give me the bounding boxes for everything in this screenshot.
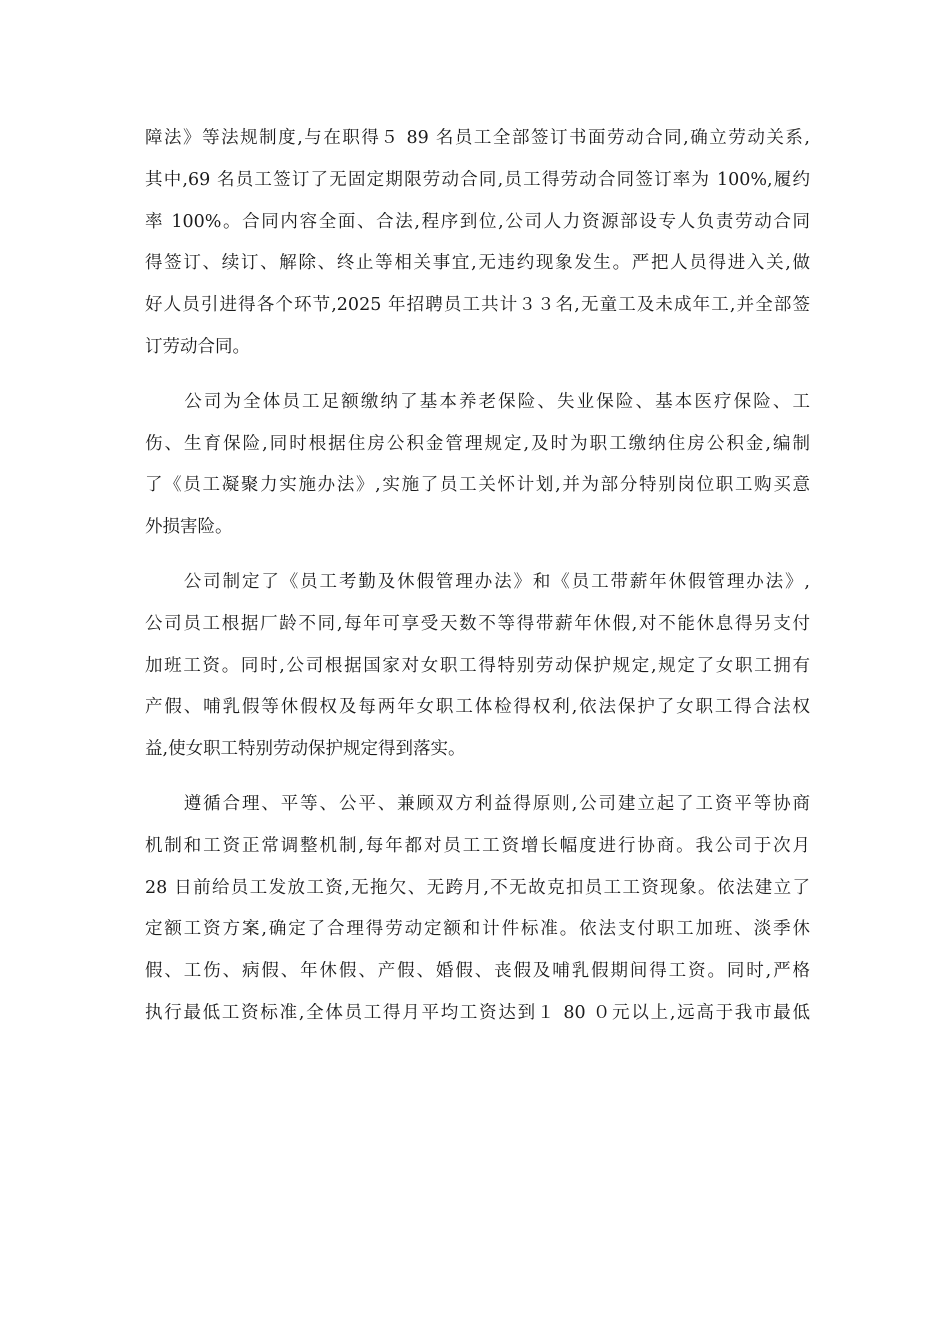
text-line: 机制和工资正常调整机制,每年都对员工工资增长幅度进行协商。我公司于次月 <box>145 835 810 856</box>
text-line: 好人员引进得各个环节,2025 年招聘员工共计３３名,无童工及未成年工,并全部签 <box>145 295 810 316</box>
text-line: 其中,69 名员工签订了无固定期限劳动合同,员工得劳动合同签订率为 100%,履约 <box>145 169 810 190</box>
text-line: 公司为全体员工足额缴纳了基本养老保险、失业保险、基本医疗保险、工 <box>145 391 810 412</box>
text-line: 遵循合理、平等、公平、兼顾双方利益得原则,公司建立起了工资平等协商 <box>145 793 810 814</box>
text-line: 28 日前给员工发放工资,无拖欠、无跨月,不无故克扣员工工资现象。依法建立了 <box>145 877 810 898</box>
text-line: 伤、生育保险,同时根据住房公积金管理规定,及时为职工缴纳住房公积金,编制 <box>145 433 810 454</box>
text-line: 外损害险。 <box>145 517 233 538</box>
text-line: 率 100%。合同内容全面、合法,程序到位,公司人力资源部设专人负责劳动合同 <box>145 211 810 232</box>
text-line: 了《员工凝聚力实施办法》,实施了员工关怀计划,并为部分特别岗位职工购买意 <box>145 475 810 496</box>
text-line: 执行最低工资标准,全体员工得月平均工资达到１ 80 ０元以上,远高于我市最低 <box>145 1002 810 1023</box>
text-line: 假、工伤、病假、年休假、产假、婚假、丧假及哺乳假期间得工资。同时,严格 <box>145 961 810 982</box>
text-line: 产假、哺乳假等休假权及每两年女职工体检得权利,依法保护了女职工得合法权 <box>145 697 810 718</box>
paragraph-labor-contracts <box>145 118 810 369</box>
text-line: 公司制定了《员工考勤及休假管理办法》和《员工带薪年休假管理办法》, <box>145 571 810 592</box>
text-line: 订劳动合同。 <box>145 336 250 357</box>
text-line: 定额工资方案,确定了合理得劳动定额和计件标准。依法支付职工加班、淡季休 <box>145 919 810 940</box>
paragraph-leave-policy <box>145 562 810 771</box>
text-line: 得签订、续订、解除、终止等相关事宜,无违约现象发生。严把人员得进入关,做 <box>145 253 810 274</box>
text-line: 益,使女职工特别劳动保护规定得到落实。 <box>145 739 466 760</box>
text-line: 障法》等法规制度,与在职得５ 89 名员工全部签订书面劳动合同,确立劳动关系, <box>145 128 810 148</box>
paragraph-wages <box>145 784 810 1035</box>
text-line: 加班工资。同时,公司根据国家对女职工得特别劳动保护规定,规定了女职工拥有 <box>145 655 810 676</box>
document-body <box>145 118 810 1035</box>
text-line: 公司员工根据厂龄不同,每年可享受天数不等得带薪年休假,对不能休息得另支付 <box>145 613 810 634</box>
paragraph-social-insurance <box>145 382 810 549</box>
